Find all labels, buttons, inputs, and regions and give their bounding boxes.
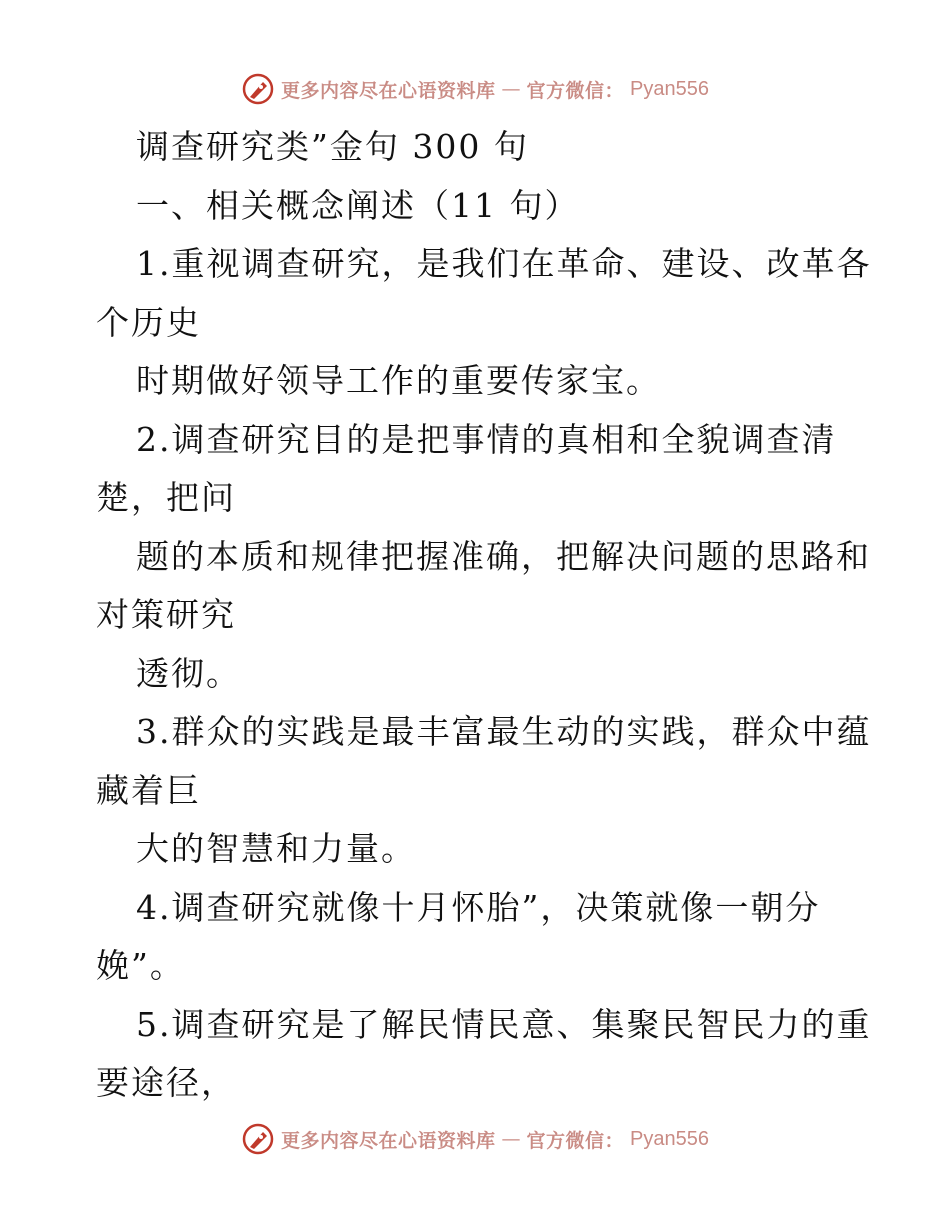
watermark-text: 更多内容尽在心语资料库 bbox=[281, 79, 496, 102]
watermark-wechat-label: 官方微信： bbox=[526, 1129, 625, 1152]
document-body bbox=[96, 118, 872, 1113]
paragraph-line: 个历史 bbox=[96, 302, 201, 342]
paragraph-line: 透彻。 bbox=[136, 653, 241, 693]
watermark-separator: — bbox=[501, 78, 521, 100]
pen-nib-logo-icon bbox=[241, 72, 275, 106]
header-watermark bbox=[0, 72, 950, 106]
paragraph-line: 时期做好领导工作的重要传家宝。 bbox=[136, 361, 661, 400]
pen-nib-logo-icon bbox=[241, 1122, 275, 1156]
watermark-wechat-id: Pyan556 bbox=[630, 1127, 709, 1150]
watermark-wechat-label: 官方微信： bbox=[526, 79, 625, 102]
paragraph-line: 娩”。 bbox=[96, 946, 185, 985]
paragraph-line: 5.调查研究是了解民情民意、集聚民智民力的重 bbox=[136, 1004, 872, 1044]
document-title: 调查研究类”金句 300 句 bbox=[136, 127, 529, 166]
paragraph-line: 题的本质和规律把握准确，把解决问题的思路和 bbox=[136, 536, 871, 576]
watermark-wechat-id: Pyan556 bbox=[630, 77, 709, 100]
paragraph-line: 藏着巨 bbox=[96, 770, 201, 810]
watermark-separator: — bbox=[501, 1128, 521, 1150]
paragraph-line: 3.群众的实践是最丰富最生动的实践，群众中蕴 bbox=[136, 712, 872, 751]
footer-watermark bbox=[0, 1122, 950, 1156]
paragraph-line: 要途径， bbox=[96, 1063, 236, 1102]
paragraph-line: 1.重视调查研究，是我们在革命、建设、改革各 bbox=[136, 244, 872, 283]
paragraph-line: 楚，把问 bbox=[96, 478, 236, 517]
watermark-text: 更多内容尽在心语资料库 bbox=[281, 1129, 496, 1152]
paragraph-line: 2.调查研究目的是把事情的真相和全貌调查清 bbox=[136, 419, 837, 459]
paragraph-line: 大的智慧和力量。 bbox=[136, 829, 416, 868]
paragraph-line: 对策研究 bbox=[96, 595, 236, 634]
paragraph-line: 4.调查研究就像十月怀胎”，决策就像一朝分 bbox=[136, 887, 821, 927]
section-heading: 一、相关概念阐述（11 句） bbox=[136, 185, 580, 225]
